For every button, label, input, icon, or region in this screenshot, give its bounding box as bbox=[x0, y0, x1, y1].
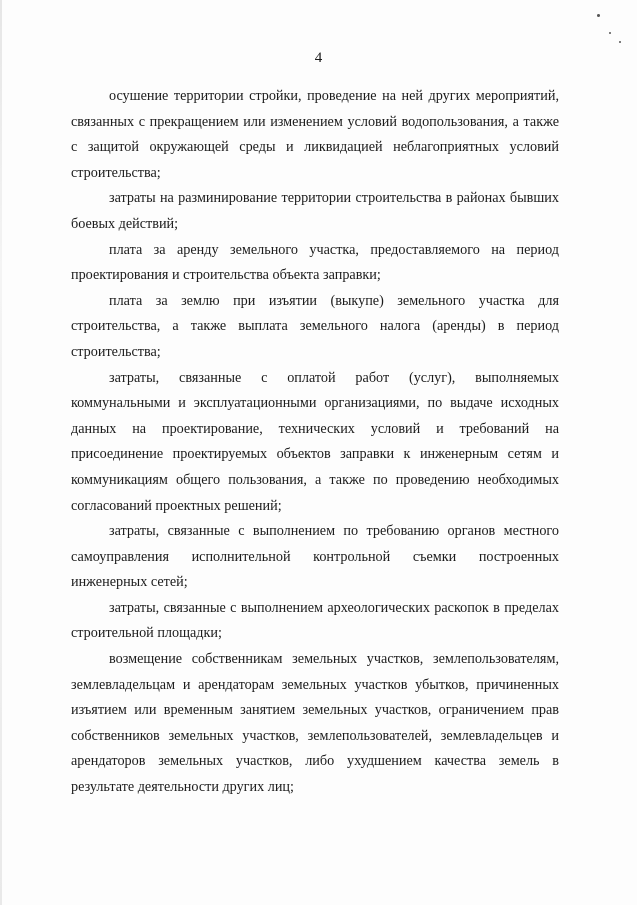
paragraph-land-payment: плата за землю при изъятии (выкупе) земельного участка для строительства, а также выплата земельного налога (аренды) в период строительства; bbox=[71, 292, 559, 360]
scan-speck bbox=[597, 14, 600, 17]
paragraph-land-lease: плата за аренду земельного участка, предоставляемого на период проектирования и строительства объекта заправки; bbox=[71, 241, 559, 284]
scan-edge-shadow bbox=[0, 0, 2, 905]
paragraph-demining: затраты на разминирование территории строительства в районах бывших боевых действий; bbox=[71, 190, 559, 232]
document-body bbox=[71, 84, 559, 801]
paragraph-archaeology: затраты, связанные с выполнением археологических раскопок в пределах строительной площадки; bbox=[71, 599, 559, 642]
paragraph-utility-costs: затраты, связанные с оплатой работ (услуг), выполняемых коммунальными и эксплуатационными организациями, по выдаче исходных данных на проектирование, технических условий и требований на присоединение проектируемых объектов заправки к инженерным сетям и коммуникациям общего пользования, а также по проведению необходимых согласований проектных решений; bbox=[71, 369, 559, 514]
page-number: 4 bbox=[314, 50, 323, 66]
paragraph-survey-costs: затраты, связанные с выполнением по требованию органов местного самоуправления исполнительной контрольной съемки построенных инженерных сетей; bbox=[71, 523, 559, 591]
scan-speck bbox=[619, 41, 621, 43]
paragraph-drainage: осушение территории стройки, проведение на ней других мероприятий, связанных с прекращением или изменением условий водопользования, а также с защитой окружающей среды и ликвидацией неблагоприятных условий строительства; bbox=[71, 88, 559, 181]
paragraph-compensation: возмещение собственникам земельных участков, землепользователям, землевладельцам и арендаторам земельных участков убытков, причиненных изъятием или временным занятием земельных участков, ограничением прав собственников земельных участков, землепользователей, землевладельцев и арендаторов земельных участков, либо ухудшением качества земель в результате деятельности других лиц; bbox=[71, 651, 559, 796]
scan-speck bbox=[609, 32, 611, 34]
